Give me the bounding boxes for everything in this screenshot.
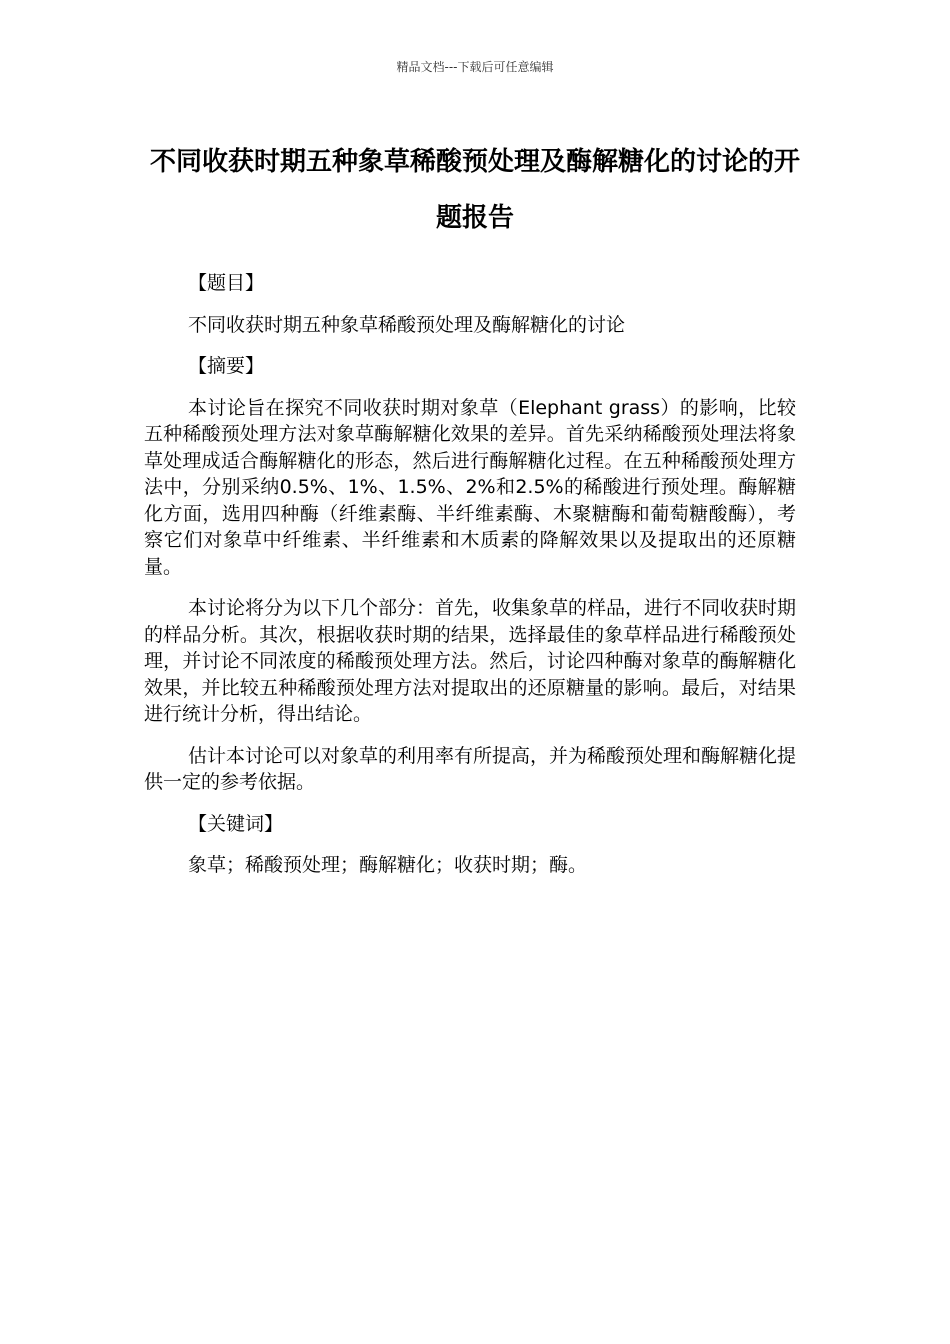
document-title: 不同收获时期五种象草稀酸预处理及酶解糖化的讨论的开题报告 <box>149 147 800 233</box>
topic-label: 【题目】 <box>188 272 265 294</box>
abstract-paragraph-1: 本讨论旨在探究不同收获时期对象草（Elephant grass）的影响，比较五种稀酸预处理方法对象草酶解糖化效果的差异。首先采纳稀酸预处理法将象草处理成适合酶解糖化的形态，然后进行酶解糖化过程。在五种稀酸预处理方法中，分别采纳0.5%、1%、1.5%、2%和2.5%的稀酸进行预处理。酶解糖化方面，选用四种酶（纤维素酶、半纤维素酶、木聚糖酶和葡萄糖酸酶），考察它们对象草中纤维素、半纤维素和木质素的降解效果以及提取出的还原糖量。 <box>144 396 796 578</box>
header-note: 精品文档---下载后可任意编辑 <box>396 60 554 74</box>
abstract-label: 【摘要】 <box>188 355 265 377</box>
abstract-paragraph-3: 估计本讨论可以对象草的利用率有所提高，并为稀酸预处理和酶解糖化提供一定的参考依据。 <box>144 744 797 793</box>
keywords-text: 象草；稀酸预处理；酶解糖化；收获时期；酶。 <box>188 854 588 876</box>
abstract-paragraph-2: 本讨论将分为以下几个部分：首先，收集象草的样品，进行不同收获时期的样品分析。其次，根据收获时期的结果，选择最佳的象草样品进行稀酸预处理，并讨论不同浓度的稀酸预处理方法。然后，讨论四种酶对象草的酶解糖化效果，并比较五种稀酸预处理方法对提取出的还原糖量的影响。最后，对结果进行统计分析，得出结论。 <box>144 597 797 725</box>
topic-text: 不同收获时期五种象草稀酸预处理及酶解糖化的讨论 <box>188 313 626 336</box>
keywords-label: 【关键词】 <box>188 812 284 835</box>
document-body <box>144 270 796 894</box>
